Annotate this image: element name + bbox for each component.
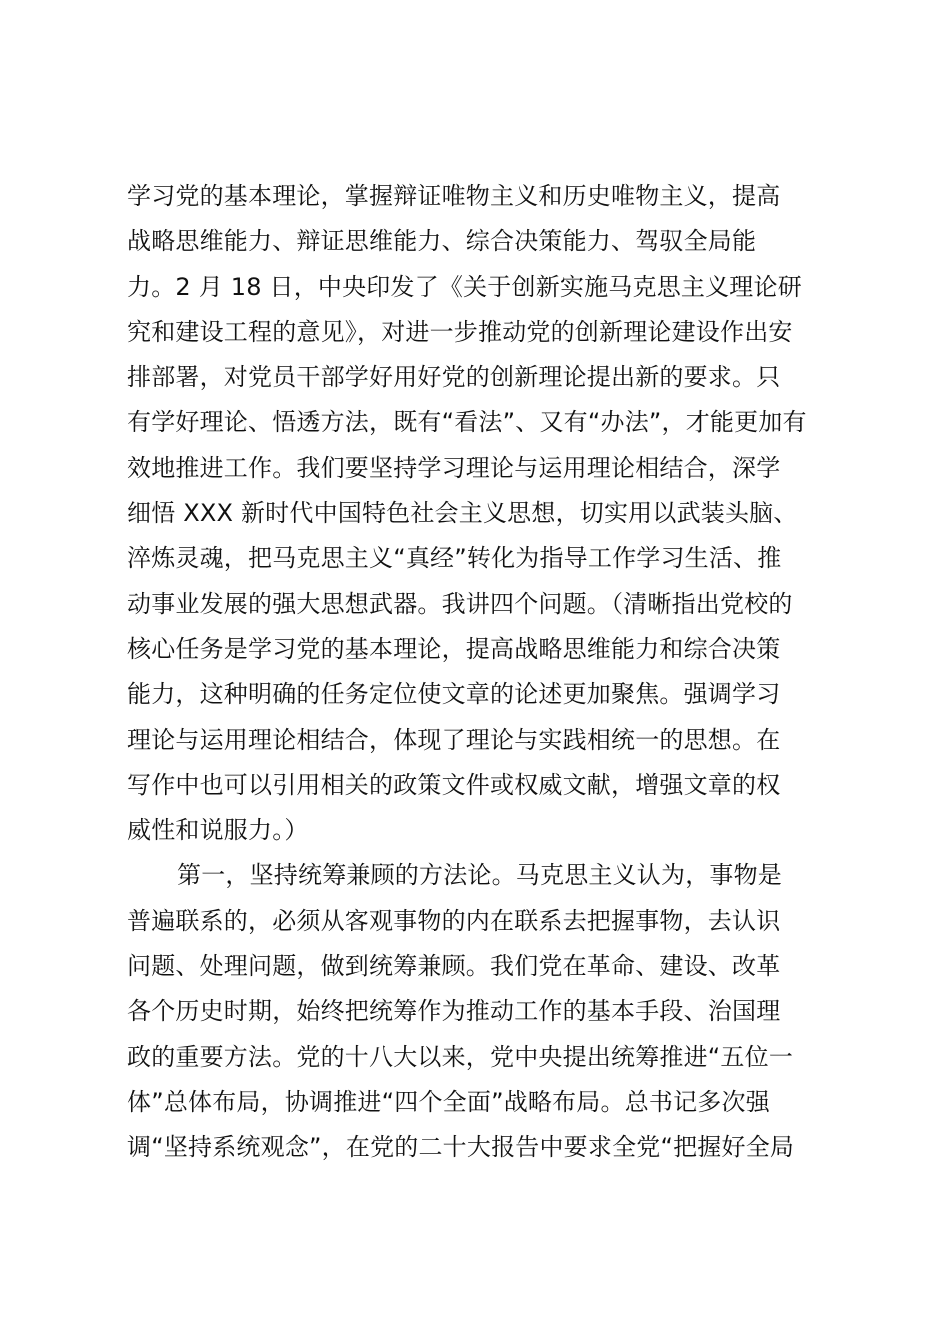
text-line: 写作中也可以引用相关的政策文件或权威文献，增强文章的权 [127,770,781,799]
body-text [127,174,827,1171]
text-line: 排部署，对党员干部学好用好党的创新理论提出新的要求。只 [127,363,781,392]
text-line: 细悟 XXX 新时代中国特色社会主义思想，切实用以武装头脑、 [127,499,798,528]
paragraph-start-line: 第一，坚持统筹兼顾的方法论。马克思主义认为，事物是 [177,861,782,890]
text-line: 体”总体布局，协调推进“四个全面”战略布局。总书记多次强 [127,1087,770,1116]
text-line: 战略思维能力、辩证思维能力、综合决策能力、驾驭全局能 [127,227,757,256]
text-line: 政的重要方法。党的十八大以来，党中央提出统筹推进“五位一 [127,1042,794,1071]
text-line: 威性和说服力。） [127,816,309,845]
text-line: 学习党的基本理论，掌握辩证唯物主义和历史唯物主义，提高 [127,182,781,210]
text-line: 力。2 月 18 日，中央印发了《关于创新实施马克思主义理论研 [127,272,802,301]
text-line: 问题、处理问题，做到统筹兼顾。我们党在革命、建设、改革 [127,952,781,981]
text-line: 调“坚持系统观念”，在党的二十大报告中要求全党“把握好全局 [127,1133,795,1162]
text-line: 究和建设工程的意见》，对进一步推动党的创新理论建设作出安 [127,317,793,346]
text-line: 普遍联系的，必须从客观事物的内在联系去把握事物，去认识 [127,906,781,935]
text-line: 有学好理论、悟透方法，既有“看法”、又有“办法”，才能更加有 [127,408,807,437]
text-line: 动事业发展的强大思想武器。我讲四个问题。（清晰指出党校的 [127,589,793,618]
text-line: 理论与运用理论相结合，体现了理论与实践相统一的思想。在 [127,725,781,754]
text-line: 淬炼灵魂，把马克思主义“真经”转化为指导工作学习生活、推 [127,544,782,573]
text-line: 核心任务是学习党的基本理论，提高战略思维能力和综合决策 [127,634,781,663]
text-line: 各个历史时期，始终把统筹作为推动工作的基本手段、治国理 [127,997,781,1026]
text-line: 能力，这种明确的任务定位使文章的论述更加聚焦。强调学习 [127,680,781,709]
text-line: 效地推进工作。我们要坚持学习理论与运用理论相结合，深学 [127,453,781,482]
